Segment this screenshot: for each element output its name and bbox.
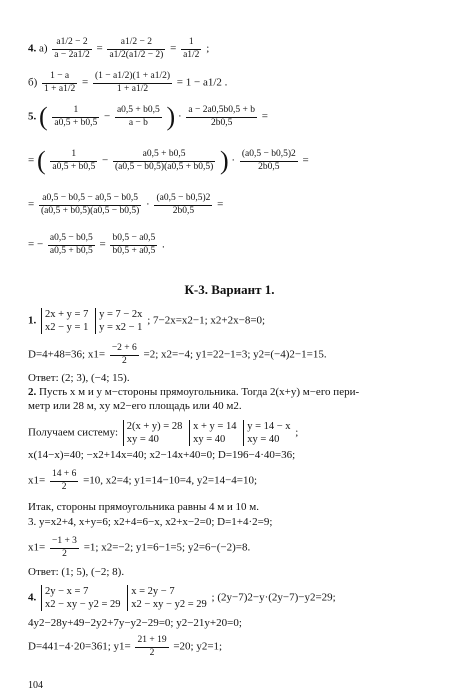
system-line: 2x + y = 7 [45,309,89,320]
fraction [115,106,162,128]
equals: = [217,198,224,211]
fraction [39,194,141,216]
system-line: y = 14 − x [247,421,291,432]
section-heading: К-3. Вариант 1. [184,282,275,297]
expression: ; (2y−7)2−y·(2y−7)−y2=29; [211,591,336,604]
fraction [107,38,165,60]
denominator: 2b0,5 [211,117,233,128]
numerator: 1 [52,106,99,118]
fraction [52,106,99,128]
problem-5 [28,104,268,130]
problem-number: 2. [28,386,37,398]
equation-system [127,585,207,611]
denominator: 1 + a1/2 [116,83,149,94]
equals: = [170,42,177,55]
denominator: 2 [62,548,67,559]
problem-4b [28,72,227,94]
numerator: (a0,5 − b0,5)2 [154,194,212,206]
punct: ; [295,426,299,439]
expression: =20; y2=1; [173,640,223,653]
k3-problem-3: 3. y=x2+4, x+y=6; x2+4=6−x, x2+x−2=0; D=1+4·2=9; [28,516,273,528]
denominator: 2 [61,481,67,492]
problem-4a [28,38,209,60]
numerator: a − 2a0,5b0,5 + b [186,106,257,118]
system-line: xy = 40 [247,434,280,446]
system-line: x2 − y = 1 [45,322,89,334]
equation-system [189,420,236,446]
problem-5-step3 [28,194,223,216]
denominator: a0,5 + b0,5 [49,245,93,256]
numerator: a1/2 − 2 [107,38,165,50]
equals: = [28,154,35,167]
expression: D=4+48=36; x1= [28,348,106,361]
expression: =10, x2=4; y1=14−10=4, y2=14−4=10; [83,474,258,487]
system-line: y = x2 − 1 [99,322,143,334]
denominator: a0,5 + b0,5 [52,161,96,172]
equals: = [261,110,269,123]
numerator: 1 [50,150,97,162]
expression: x1= [28,541,46,554]
problem-5-step4 [28,234,165,256]
times: · [146,198,150,211]
equation-system [41,585,121,611]
punct: ; [206,42,210,55]
k3-problem-3-answer: Ответ: (1; 5), (−2; 8). [28,566,125,578]
fraction [48,234,95,256]
fraction [50,537,79,559]
equation-system [41,308,88,334]
minus: − [101,154,109,167]
k3-problem-1 [28,308,265,334]
fraction [110,344,139,366]
k3-problem-3-step2 [28,537,250,559]
system-line: 2(x + y) = 28 [126,421,183,432]
numerator: −1 + 3 [50,537,79,549]
fraction [135,636,168,658]
fraction [110,234,157,256]
numerator: a0,5 − b0,5 [48,234,95,246]
k3-problem-4-step2: 4y2−28y+49−2y2+7y−y2−29=0; y2−21y+20=0; [28,617,242,629]
times: · [177,110,182,123]
system-line: y = 7 − 2x [99,309,143,320]
fraction [42,72,77,94]
times: · [231,154,236,167]
fraction [93,72,172,94]
problem-number: 5. [28,110,37,123]
numerator: (1 − a1/2)(1 + a1/2) [93,72,172,84]
numerator: (a0,5 − b0,5)2 [240,150,298,162]
k3-problem-2-text2: метр или 28 м, xy м2−его площадь или 40 м2. [28,400,242,412]
fraction [154,194,212,216]
denominator: (a0,5 − b0,5)(a0,5 + b0,5) [114,161,214,172]
equals: = [28,198,35,211]
label: Получаем систему: [28,426,119,439]
system-line: 2y − x = 7 [45,586,89,597]
problem-5-step2 [28,148,309,174]
system-line: x2 − xy − y2 = 29 [45,599,121,611]
punct: . [162,238,165,251]
equation-system [243,420,290,446]
fraction [52,38,91,60]
k3-problem-2-step3 [28,470,257,492]
page-number: 104 [28,680,43,691]
equation-system [123,420,183,446]
numerator: a0,5 − b0,5 − a0,5 − b0,5 [39,194,141,206]
expression: ; 7−2x=x2−1; x2+2x−8=0; [147,314,266,327]
equation-system [95,308,142,334]
system-line: x2 − xy − y2 = 29 [131,599,207,611]
denominator: a − 2a1/2 [54,49,90,60]
equals: = [302,154,309,167]
equals: = [99,238,106,251]
expression: D=441−4·20=361; y1= [28,640,131,653]
equals: = [81,76,89,89]
paren-open: ( [36,146,46,175]
numerator: 14 + 6 [50,470,78,482]
denominator: 2b0,5 [172,205,195,216]
denominator: a1/2 [183,49,200,60]
minus: − [104,110,111,123]
numerator: a0,5 + b0,5 [113,150,215,162]
numerator: 1 − a [42,72,77,84]
expression: =1; x2=−2; y1=6−1=5; y2=6−(−2)=8. [83,541,251,554]
fraction [50,470,78,492]
k3-problem-4-step3 [28,636,222,658]
denominator: (a0,5 + b0,5)(a0,5 − b0,5) [40,205,140,216]
numerator: a0,5 + b0,5 [115,106,162,118]
problem-number: 4. [28,42,37,55]
numerator: a1/2 − 2 [52,38,91,50]
denominator: b0,5 + a0,5 [112,245,156,256]
paren-open: ( [39,102,48,131]
k3-problem-4 [28,585,336,611]
k3-problem-2-step2: x(14−x)=40; −x2+14x=40; x2−14x+40=0; D=196−4·40=36; [28,449,296,461]
system-line: xy = 40 [126,434,159,446]
system-line: xy = 40 [193,434,226,446]
k3-problem-2-answer: Итак, стороны прямоугольника равны 4 м и 10 м. [28,501,260,513]
fraction [240,150,298,172]
subitem-label: a) [39,42,48,55]
fraction [181,38,201,60]
paren-close: ) [220,146,229,175]
numerator: 1 [181,38,201,50]
numerator: b0,5 − a0,5 [110,234,157,246]
k3-problem-2-system [28,420,298,446]
denominator: 2 [149,647,155,658]
numerator: −2 + 6 [110,344,139,356]
denominator: a0,5 + b0,5 [54,117,98,128]
denominator: a1/2(a1/2 − 2) [109,49,164,60]
system-line: x + y = 14 [193,421,237,432]
fraction [113,150,215,172]
denominator: 2b0,5 [258,161,280,172]
expression: = − [28,238,44,251]
problem-number: 1. [28,314,37,327]
denominator: a − b [128,117,148,128]
numerator: 21 + 19 [135,636,168,648]
equals: = [96,42,103,55]
expression: x1= [28,474,46,487]
denominator: 1 + a1/2 [44,83,76,94]
system-line: x = 2y − 7 [131,586,175,597]
expression: = 1 − a1/2 . [176,76,228,89]
fraction [186,106,257,128]
expression: =2; x2=−4; y1=22−1=3; y2=(−4)2−1=15. [143,348,327,361]
k3-problem-1-answer: Ответ: (2; 3), (−4; 15). [28,372,130,384]
denominator: 2 [121,355,127,366]
problem-number: 4. [28,591,37,604]
k3-problem-2 [28,387,359,398]
fraction [50,150,97,172]
subitem-label: б) [28,76,38,89]
k3-problem-1-step2 [28,344,327,366]
paren-close: ) [166,102,176,131]
problem-text: Пусть x м и y м−стороны прямоугольника. Тогда 2(x+y) м−его пери- [39,386,360,398]
